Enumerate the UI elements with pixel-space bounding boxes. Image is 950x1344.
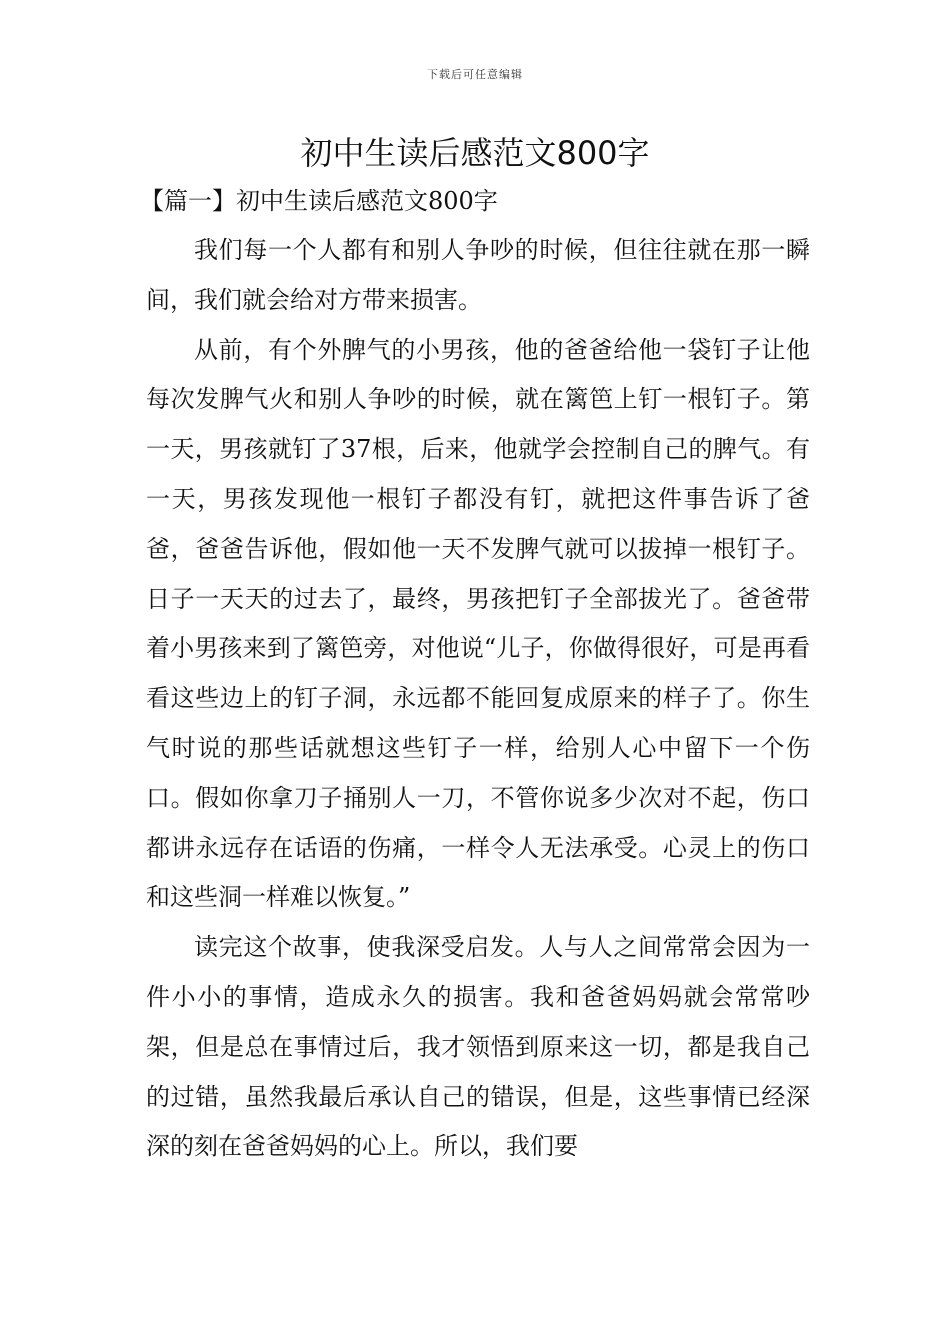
- paragraph: 读完这个故事，使我深受启发。人与人之间常常会因为一件小小的事情，造成永久的损害。我和爸爸妈妈就会常常吵架，但是总在事情过后，我才领悟到原来这一切，都是我自己的过错，虽然我最后承认自己的错误，但是，这些事情已经深深的刻在爸爸妈妈的心上。所以，我们要: [146, 933, 810, 1161]
- document-title: 初中生读后感范文800字: [300, 134, 650, 172]
- paragraph: 从前，有个外脾气的小男孩，他的爸爸给他一袋钉子让他每次发脾气火和别人争吵的时候，就在篱笆上钉一根钉子。第一天，男孩就钉了37根，后来，他就学会控制自己的脾气。有一天，男孩发现他一根钉子都没有钉，就把这件事告诉了爸爸，爸爸告诉他，假如他一天不发脾气就可以拔掉一根钉子。日子一天天的过去了，最终，男孩把钉子全部拔光了。爸爸带着小男孩来到了篱笆旁，对他说“儿子，你做得很好，可是再看看这些边上的钉子洞，永远都不能回复成原来的样子了。你生气时说的那些话就想这些钉子一样，给别人心中留下一个伤口。假如你拿刀子捅别人一刀，不管你说多少次对不起，伤口都讲永远存在话语的伤痛，一样令人无法承受。心灵上的伤口和这些洞一样难以恢复。”: [146, 335, 810, 912]
- section-heading: 【篇一】初中生读后感范文800字: [140, 187, 498, 215]
- header-note: 下载后可任意编辑: [427, 68, 523, 81]
- paragraph: 我们每一个人都有和别人争吵的时候，但往往就在那一瞬间，我们就会给对方带来损害。: [146, 236, 810, 314]
- document-body: [146, 226, 810, 1172]
